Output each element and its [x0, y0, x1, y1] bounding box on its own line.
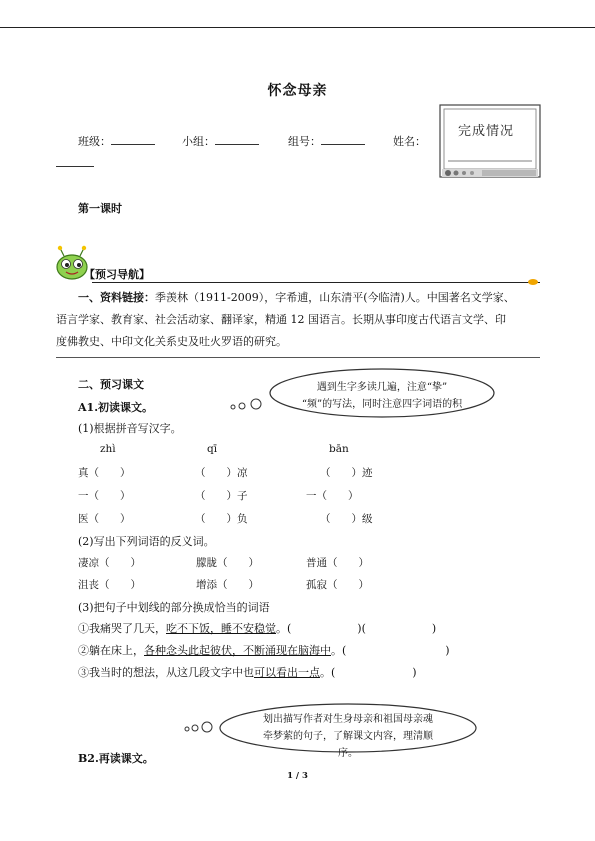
resource-line2: 语言学家、教育家、社会活动家、翻译家，精通 12 国语言。长期从事印度古代语言文学、印	[56, 313, 506, 326]
class-blank[interactable]	[111, 134, 155, 145]
class-label: 班级：	[78, 135, 111, 148]
sentence-1-answer[interactable]: 。( )( )	[276, 622, 437, 635]
sentence-2-answer[interactable]: 。( )	[331, 644, 450, 657]
sentence-1-underlined: 吃不下饭，睡不安稳觉	[166, 622, 276, 635]
b2-label: B2.再读课文。	[78, 752, 154, 765]
section2-heading: 二、预习课文	[78, 378, 144, 391]
hanzi-row1-col3[interactable]: （ ）迹	[320, 467, 373, 479]
nav-end-icon	[527, 277, 539, 285]
pinyin-2: qī	[207, 443, 218, 455]
group-no-label: 组号：	[288, 135, 321, 148]
hanzi-row2-col3[interactable]: 一（ ）	[306, 490, 359, 502]
hanzi-row1-col1[interactable]: 真（ ）	[78, 467, 131, 479]
q3-label: (3)把句子中划线的部分换成恰当的词语	[78, 601, 270, 614]
page-number: 1 / 3	[287, 771, 308, 781]
q1-label: (1)根据拼音写汉字。	[78, 422, 182, 435]
status-frame-icon	[438, 103, 542, 179]
status-box	[438, 103, 542, 179]
q2-label: (2)写出下列词语的反义词。	[78, 535, 215, 548]
class-field	[78, 133, 155, 149]
antonym-1[interactable]: 凄凉（ ）	[78, 557, 141, 569]
cloud2-line1: 划出描写作者对生身母亲和祖国母亲魂	[263, 714, 433, 725]
resource-paragraph	[56, 287, 544, 353]
hanzi-row3-col1[interactable]: 医（ ）	[78, 513, 131, 525]
name-blank[interactable]	[56, 166, 94, 167]
resource-line1: 季羡林（1911-2009），字希逋，山东清平(今临清)人。中国著名文学家、	[155, 291, 515, 304]
a1-label: A1.初读课文。	[78, 401, 154, 414]
section-divider	[56, 357, 540, 358]
antonym-5[interactable]: 增添（ ）	[196, 579, 259, 591]
nav-rule	[92, 282, 540, 283]
sentence-3-underlined: 可以看出一点	[254, 666, 320, 679]
sentence-1	[78, 620, 436, 636]
hanzi-row2-col1[interactable]: 一（ ）	[78, 490, 131, 502]
group-no-field	[288, 133, 365, 149]
page-title: 怀念母亲	[267, 83, 328, 99]
cloud2-line2: 牵梦萦的句子，了解课文内容，理清顺序。	[263, 731, 433, 759]
hanzi-row3-col3[interactable]: （ ）级	[320, 513, 373, 525]
cloud1-line1: 遇到生字多读几遍，注意“挚”	[316, 382, 448, 393]
group-no-blank[interactable]	[321, 134, 365, 145]
resource-line3: 度佛教史、中印文化关系史及吐火罗语的研究。	[56, 335, 287, 348]
group-blank[interactable]	[215, 134, 259, 145]
sentence-3-answer[interactable]: 。( )	[320, 666, 417, 679]
sentence-2	[78, 642, 450, 658]
pinyin-1: zhì	[100, 443, 116, 455]
sentence-3-pre: ③我当时的想法，从这几段文字中也	[78, 666, 254, 679]
antonym-3[interactable]: 普通（ ）	[306, 557, 369, 569]
group-field	[182, 133, 259, 149]
pinyin-3: bān	[329, 443, 349, 455]
sentence-2-underlined: 各种念头此起彼伏，不断涌现在脑海中	[144, 644, 331, 657]
group-label: 小组：	[182, 135, 215, 148]
hanzi-row2-col2[interactable]: （ ）子	[195, 490, 248, 502]
sentence-2-pre: ②躺在床上，	[78, 644, 144, 657]
lesson-label: 第一课时	[78, 202, 122, 215]
antonym-2[interactable]: 朦胧（ ）	[196, 557, 259, 569]
cloud1-line2: “频”的写法，同时注意四字词语的积	[301, 399, 463, 410]
name-field	[393, 133, 426, 149]
resource-lead: 一、资料链接：	[78, 291, 155, 304]
sentence-1-pre: ①我痛哭了几天，	[78, 622, 166, 635]
cloud1-text	[276, 379, 488, 413]
cloud2-text	[256, 711, 440, 762]
name-label: 姓名：	[393, 135, 426, 148]
preview-nav-heading: 【预习导航】	[84, 268, 150, 281]
hanzi-row3-col2[interactable]: （ ）负	[195, 513, 248, 525]
sentence-3	[78, 664, 417, 680]
status-box-label: 完成情况	[458, 123, 515, 138]
top-rule	[0, 27, 595, 28]
antonym-4[interactable]: 沮丧（ ）	[78, 579, 141, 591]
antonym-6[interactable]: 孤寂（ ）	[306, 579, 369, 591]
hanzi-row1-col2[interactable]: （ ）凉	[195, 467, 248, 479]
